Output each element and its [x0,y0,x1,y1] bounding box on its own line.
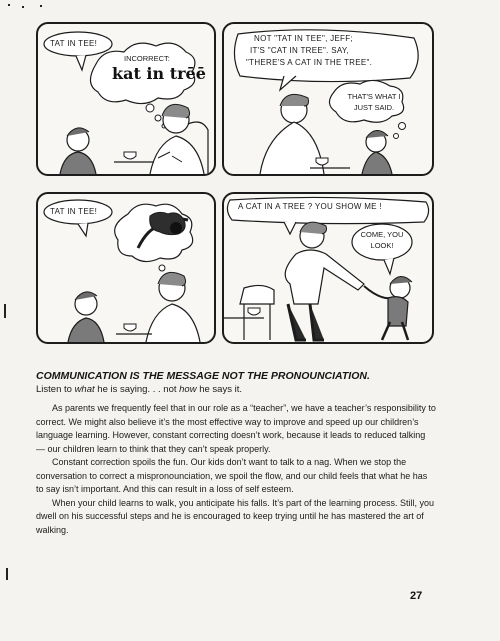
body-paragraph-1: As parents we frequently feel that in our role as a “teacher”, we have a teacher’s responsibility to correct. We might also believe it’s the most effective way to improve and speed up our children’s language learning. However, constant correcting doesn’t work, because it leads to reduced talking — our children learn to think that they can’t speak properly. [36,403,436,454]
panel-4-speech: A CAT IN A TREE ? YOU SHOW ME ! [238,202,382,211]
subline-part: he says it. [196,384,242,395]
scan-mark-left [4,304,6,318]
article-subline [36,384,242,395]
comic-panel-3 [36,192,216,344]
panel-3-speech: TAT IN TEE! [50,207,98,216]
article-body [36,402,436,537]
panel-2-speech-line-1: NOT "TAT IN TEE", JEFF; [254,34,353,43]
panel-2-child-thought-line-1: THAT'S WHAT I [347,92,401,101]
panel-4-child-speech-line-2: LOOK! [370,241,394,250]
panel-1-thought-word: kat in trēē [112,64,206,83]
scan-speck [22,6,24,8]
panel-1-speech: TAT IN TEE! [50,39,98,48]
comic-panel-1 [36,22,216,176]
body-paragraph-2: Constant correction spoils the fun. Our kids don’t want to talk to a nag. When we stop the conversation to correct a mispronounciation, we spoil the flow, and our child feels that what he has to say isn’t important. And this can result in a loss of self esteem. [36,457,428,494]
subline-part: Listen to [36,384,75,395]
scan-mark-left [6,568,8,580]
panel-4-child-speech-line-1: COME, YOU [360,230,404,239]
comic-panel-2 [222,22,434,176]
panel-2-child-thought-line-2: JUST SAID. [353,103,395,112]
panel-1-thought-label: INCORRECT: [124,54,170,63]
page-number: 27 [410,590,423,602]
panel-2-speech-line-3: "THERE'S A CAT IN THE TREE". [246,58,373,67]
subline-emphasis-what: what [74,384,95,395]
scan-speck [8,4,10,6]
comic-panel-4 [222,192,434,344]
scan-speck [40,5,42,7]
body-paragraph-3: When your child learns to walk, you anticipate his falls. It’s part of the learning process. Still, you dwell on his successful steps and he is encouraged to keep trying until he has mastered the art of walking. [36,497,435,535]
subline-emphasis-how: how [179,384,197,395]
article-heading: COMMUNICATION IS THE MESSAGE NOT THE PRONOUNCIATION. [36,370,370,382]
subline-part: he is saying. . . not [94,384,180,395]
panel-2-speech-line-2: IT'S "CAT IN TREE". SAY, [250,46,350,55]
panel-4-illustration [224,194,432,342]
